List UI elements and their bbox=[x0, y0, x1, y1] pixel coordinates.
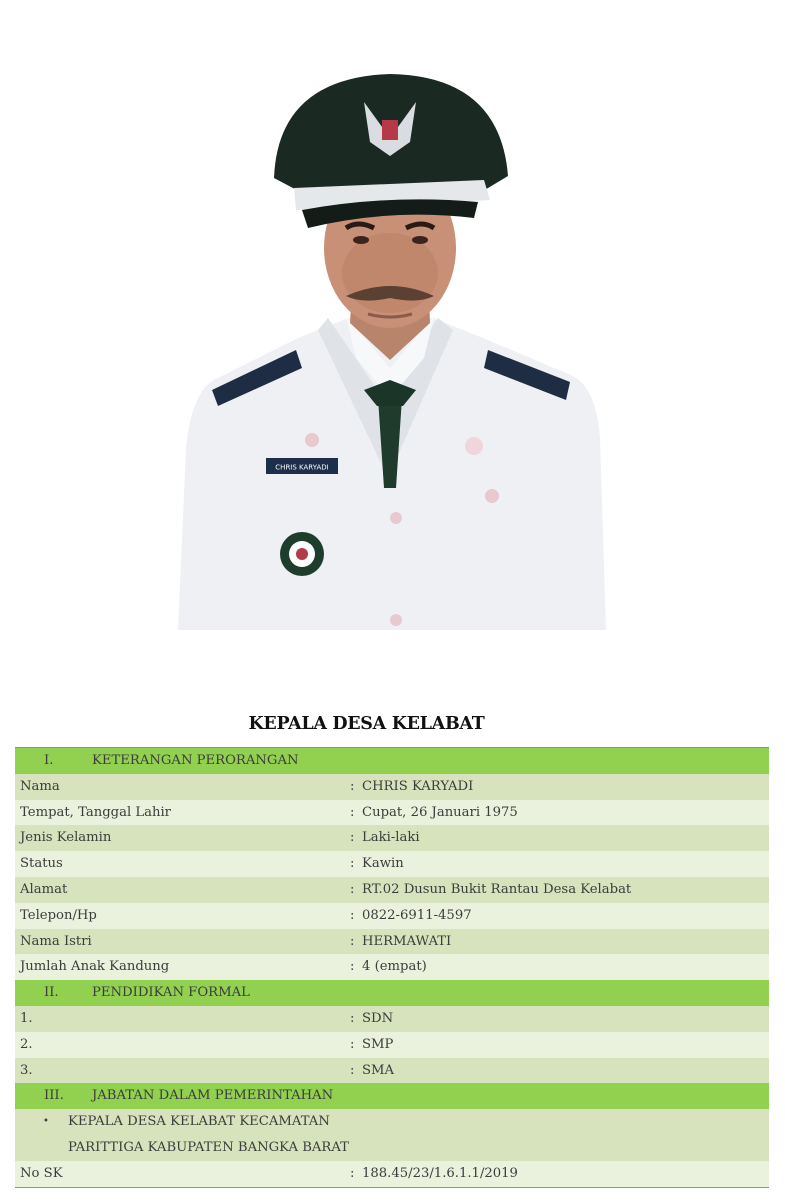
colon: : bbox=[350, 959, 355, 975]
colon: : bbox=[350, 804, 355, 820]
table-row bbox=[15, 1006, 769, 1032]
field-value: 4 (empat) bbox=[362, 959, 427, 975]
table-row bbox=[15, 954, 769, 980]
table-row bbox=[15, 774, 769, 800]
nameplate-text: CHRIS KARYADI bbox=[275, 463, 329, 472]
section-header-personal bbox=[15, 748, 769, 774]
colon: : bbox=[350, 830, 355, 846]
section-number: II. bbox=[44, 985, 59, 1001]
colon: : bbox=[350, 933, 355, 949]
colon: : bbox=[350, 856, 355, 872]
field-value: HERMAWATI bbox=[362, 933, 452, 949]
section-title: JABATAN DALAM PEMERINTAHAN bbox=[92, 1088, 334, 1104]
official-portrait bbox=[178, 68, 606, 630]
table-row bbox=[15, 1032, 769, 1058]
colon: : bbox=[350, 1062, 355, 1078]
table-row bbox=[15, 929, 769, 955]
colon: : bbox=[350, 1036, 355, 1052]
field-label: Status bbox=[20, 856, 63, 872]
colon: : bbox=[350, 907, 355, 923]
field-value: SMA bbox=[362, 1062, 395, 1078]
table-row bbox=[15, 903, 769, 929]
field-label: 2. bbox=[20, 1036, 33, 1052]
colon: : bbox=[350, 778, 355, 794]
portrait-illustration bbox=[178, 68, 606, 630]
section-header-education bbox=[15, 980, 769, 1006]
section-title: PENDIDIKAN FORMAL bbox=[92, 985, 250, 1001]
table-row bbox=[15, 877, 769, 903]
position-line: PARITTIGA KABUPATEN BANGKA BARAT bbox=[68, 1139, 349, 1155]
position-line: KEPALA DESA KELABAT KECAMATAN bbox=[68, 1114, 330, 1130]
bullet-icon: • bbox=[43, 1116, 49, 1128]
field-label: Alamat bbox=[20, 881, 68, 897]
section-header-position bbox=[15, 1083, 769, 1109]
field-label: 1. bbox=[20, 1010, 33, 1026]
field-value: SDN bbox=[362, 1010, 394, 1026]
table-row bbox=[15, 1109, 769, 1161]
table-row bbox=[15, 851, 769, 877]
field-label: Nama bbox=[20, 778, 60, 794]
section-number: III. bbox=[44, 1088, 64, 1104]
field-value: Laki-laki bbox=[362, 830, 420, 846]
field-value: 0822-6911-4597 bbox=[362, 907, 472, 923]
table-row bbox=[15, 1058, 769, 1084]
table-row bbox=[15, 800, 769, 826]
field-value: Kawin bbox=[362, 856, 404, 872]
field-value: CHRIS KARYADI bbox=[362, 778, 474, 794]
position-description bbox=[68, 1109, 388, 1161]
field-label: 3. bbox=[20, 1062, 33, 1078]
table-row bbox=[15, 1161, 769, 1187]
colon: : bbox=[350, 1010, 355, 1026]
field-label: Nama Istri bbox=[20, 933, 92, 949]
section-title: KETERANGAN PERORANGAN bbox=[92, 753, 299, 768]
field-value: Cupat, 26 Januari 1975 bbox=[362, 804, 518, 820]
colon: : bbox=[350, 1165, 355, 1181]
field-label: Telepon/Hp bbox=[20, 907, 97, 923]
document-title: KEPALA DESA KELABAT bbox=[248, 714, 485, 734]
field-label: Tempat, Tanggal Lahir bbox=[20, 804, 171, 820]
field-label: Jenis Kelamin bbox=[20, 830, 112, 846]
field-value: 188.45/23/1.6.1.1/2019 bbox=[362, 1165, 518, 1181]
field-label: Jumlah Anak Kandung bbox=[20, 959, 170, 975]
field-label: No SK bbox=[20, 1165, 63, 1181]
biodata-table bbox=[15, 747, 769, 1188]
section-number: I. bbox=[44, 753, 54, 768]
field-value: SMP bbox=[362, 1036, 394, 1052]
colon: : bbox=[350, 881, 355, 897]
field-value: RT.02 Dusun Bukit Rantau Desa Kelabat bbox=[362, 881, 632, 897]
table-row bbox=[15, 825, 769, 851]
